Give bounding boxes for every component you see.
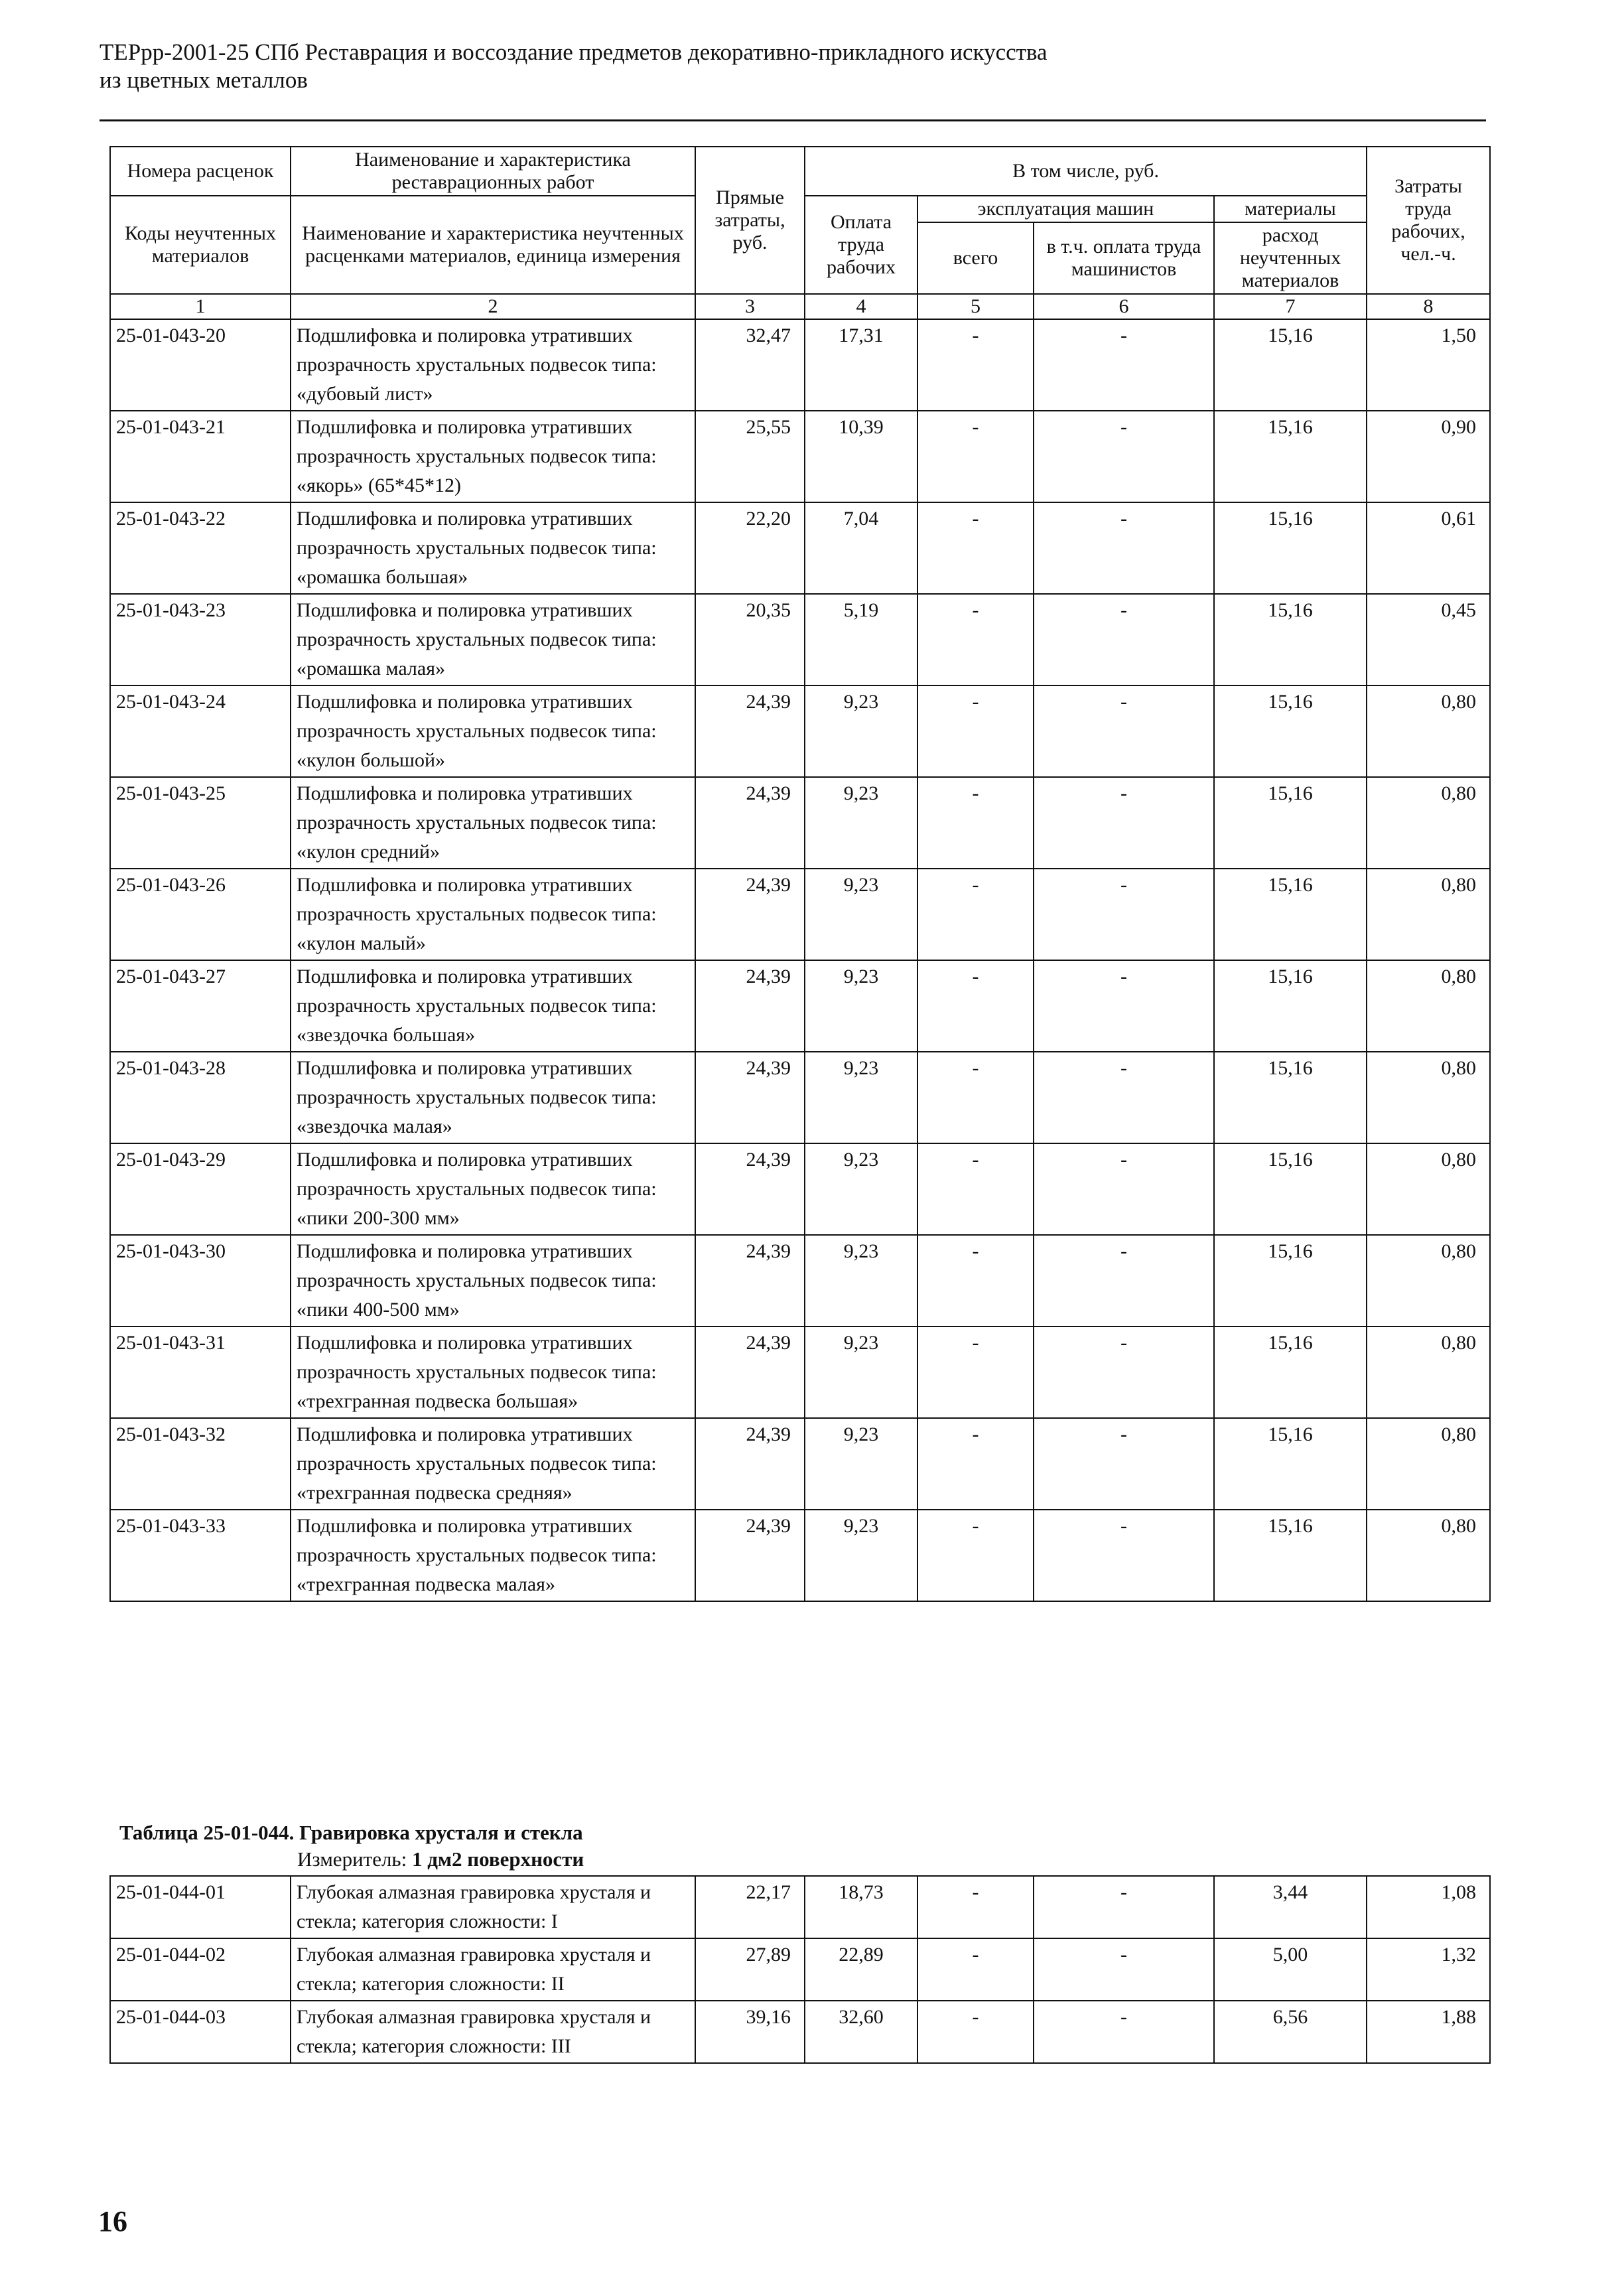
column-number: 2 <box>291 294 695 319</box>
col-header-work-name: Наименование и характеристика реставрационных работ <box>291 147 695 196</box>
cell-operator-pay: - <box>1034 502 1214 594</box>
table-row <box>110 2001 1490 2063</box>
cell-work-description: Подшлифовка и полировка утративших прозрачность хрустальных подвесок типа: «ромашка малая» <box>291 594 695 685</box>
cell-labor-hours: 0,80 <box>1367 1510 1490 1601</box>
cell-work-description: Подшлифовка и полировка утративших прозрачность хрустальных подвесок типа: «дубовый лист» <box>291 319 695 411</box>
cell-operator-pay: - <box>1034 869 1214 960</box>
col-header-material-name: Наименование и характеристика неучтенных расценками материалов, единица измерения <box>291 196 695 294</box>
header-title-line2: из цветных металлов <box>100 67 308 93</box>
cell-rate-code: 25-01-043-20 <box>110 319 291 411</box>
cell-direct-costs: 24,39 <box>695 685 805 777</box>
cell-labor-hours: 1,88 <box>1367 2001 1490 2063</box>
col-header-machines-total: всего <box>917 222 1034 294</box>
cell-materials-cost: 15,16 <box>1214 1327 1367 1418</box>
table-row <box>110 1143 1490 1235</box>
cell-labor-hours: 0,80 <box>1367 1143 1490 1235</box>
table-row <box>110 1876 1490 1938</box>
cell-direct-costs: 27,89 <box>695 1938 805 2001</box>
cell-materials-cost: 15,16 <box>1214 319 1367 411</box>
measure-label: Измеритель: <box>297 1847 407 1871</box>
cell-labor-pay: 32,60 <box>805 2001 917 2063</box>
cell-materials-cost: 15,16 <box>1214 1143 1367 1235</box>
cell-materials-cost: 3,44 <box>1214 1876 1367 1938</box>
table-row <box>110 319 1490 411</box>
rates-table <box>109 146 1491 1602</box>
cell-labor-hours: 0,80 <box>1367 960 1490 1052</box>
cell-machines-total: - <box>917 594 1034 685</box>
cell-work-description: Подшлифовка и полировка утративших прозрачность хрустальных подвесок типа: «кулон малый» <box>291 869 695 960</box>
cell-operator-pay: - <box>1034 1876 1214 1938</box>
cell-work-description: Глубокая алмазная гравировка хрусталя и стекла; категория сложности: II <box>291 1938 695 2001</box>
cell-machines-total: - <box>917 869 1034 960</box>
cell-direct-costs: 20,35 <box>695 594 805 685</box>
cell-operator-pay: - <box>1034 319 1214 411</box>
table-row <box>110 411 1490 502</box>
column-number-row <box>110 294 1490 319</box>
cell-machines-total: - <box>917 685 1034 777</box>
cell-labor-hours: 0,80 <box>1367 1052 1490 1143</box>
cell-labor-pay: 18,73 <box>805 1876 917 1938</box>
cell-operator-pay: - <box>1034 685 1214 777</box>
cell-work-description: Глубокая алмазная гравировка хрусталя и стекла; категория сложности: III <box>291 2001 695 2063</box>
cell-machines-total: - <box>917 777 1034 869</box>
cell-machines-total: - <box>917 1143 1034 1235</box>
cell-labor-pay: 9,23 <box>805 1327 917 1418</box>
cell-labor-pay: 9,23 <box>805 1510 917 1601</box>
cell-rate-code: 25-01-043-31 <box>110 1327 291 1418</box>
cell-rate-code: 25-01-043-25 <box>110 777 291 869</box>
cell-rate-code: 25-01-043-26 <box>110 869 291 960</box>
table-body <box>110 1876 1490 2063</box>
cell-materials-cost: 15,16 <box>1214 777 1367 869</box>
cell-operator-pay: - <box>1034 1938 1214 2001</box>
cell-direct-costs: 24,39 <box>695 1327 805 1418</box>
cell-labor-hours: 0,80 <box>1367 1235 1490 1327</box>
header-divider <box>100 119 1486 121</box>
cell-work-description: Глубокая алмазная гравировка хрусталя и стекла; категория сложности: I <box>291 1876 695 1938</box>
table-row <box>110 502 1490 594</box>
cell-rate-code: 25-01-043-30 <box>110 1235 291 1327</box>
cell-labor-hours: 0,45 <box>1367 594 1490 685</box>
table-row <box>110 594 1490 685</box>
cell-work-description: Подшлифовка и полировка утративших прозрачность хрустальных подвесок типа: «пики 400-500 мм» <box>291 1235 695 1327</box>
cell-labor-hours: 1,08 <box>1367 1876 1490 1938</box>
table-row <box>110 1052 1490 1143</box>
cell-direct-costs: 24,39 <box>695 1235 805 1327</box>
col-header-including: В том числе, руб. <box>805 147 1367 196</box>
cell-labor-pay: 7,04 <box>805 502 917 594</box>
cell-rate-code: 25-01-043-33 <box>110 1510 291 1601</box>
cell-rate-code: 25-01-043-22 <box>110 502 291 594</box>
cell-work-description: Подшлифовка и полировка утративших прозрачность хрустальных подвесок типа: «якорь» (65*45*12) <box>291 411 695 502</box>
cell-machines-total: - <box>917 1938 1034 2001</box>
document-header <box>100 38 1493 94</box>
cell-materials-cost: 15,16 <box>1214 411 1367 502</box>
cell-direct-costs: 24,39 <box>695 1143 805 1235</box>
cell-operator-pay: - <box>1034 2001 1214 2063</box>
column-number: 8 <box>1367 294 1490 319</box>
column-number: 3 <box>695 294 805 319</box>
cell-machines-total: - <box>917 1327 1034 1418</box>
cell-labor-hours: 1,50 <box>1367 319 1490 411</box>
cell-work-description: Подшлифовка и полировка утративших прозрачность хрустальных подвесок типа: «звездочка большая» <box>291 960 695 1052</box>
table-row <box>110 777 1490 869</box>
cell-operator-pay: - <box>1034 1510 1214 1601</box>
cell-labor-hours: 0,80 <box>1367 777 1490 869</box>
cell-operator-pay: - <box>1034 1052 1214 1143</box>
cell-labor-hours: 0,80 <box>1367 1327 1490 1418</box>
cell-direct-costs: 24,39 <box>695 1052 805 1143</box>
cell-materials-cost: 6,56 <box>1214 2001 1367 2063</box>
cell-materials-cost: 15,16 <box>1214 594 1367 685</box>
cell-direct-costs: 22,20 <box>695 502 805 594</box>
cell-labor-pay: 22,89 <box>805 1938 917 2001</box>
cell-labor-pay: 9,23 <box>805 960 917 1052</box>
cell-operator-pay: - <box>1034 1143 1214 1235</box>
cell-work-description: Подшлифовка и полировка утративших прозрачность хрустальных подвесок типа: «ромашка большая» <box>291 502 695 594</box>
cell-machines-total: - <box>917 1418 1034 1510</box>
cell-machines-total: - <box>917 2001 1034 2063</box>
cell-materials-cost: 15,16 <box>1214 1235 1367 1327</box>
cell-machines-total: - <box>917 960 1034 1052</box>
cell-machines-total: - <box>917 1510 1034 1601</box>
cell-rate-code: 25-01-044-03 <box>110 2001 291 2063</box>
cell-work-description: Подшлифовка и полировка утративших прозрачность хрустальных подвесок типа: «трехгранная подвеска большая» <box>291 1327 695 1418</box>
measure-value: 1 дм2 поверхности <box>411 1847 584 1871</box>
cell-direct-costs: 24,39 <box>695 1418 805 1510</box>
cell-materials-cost: 15,16 <box>1214 685 1367 777</box>
cell-direct-costs: 25,55 <box>695 411 805 502</box>
cell-rate-code: 25-01-043-29 <box>110 1143 291 1235</box>
col-header-materials-consumption: расход неучтенных материалов <box>1214 222 1367 294</box>
cell-labor-pay: 5,19 <box>805 594 917 685</box>
col-header-materials: материалы <box>1214 196 1367 222</box>
cell-work-description: Подшлифовка и полировка утративших прозрачность хрустальных подвесок типа: «трехгранная подвеска средняя» <box>291 1418 695 1510</box>
subtable-measure <box>297 1846 584 1873</box>
cell-direct-costs: 24,39 <box>695 960 805 1052</box>
cell-materials-cost: 15,16 <box>1214 960 1367 1052</box>
cell-operator-pay: - <box>1034 960 1214 1052</box>
cell-labor-pay: 9,23 <box>805 777 917 869</box>
header-title-line1: ТЕРрр-2001-25 СПб Реставрация и воссоздание предметов декоративно-прикладного искусства <box>100 39 1048 65</box>
cell-labor-pay: 9,23 <box>805 1418 917 1510</box>
table-row <box>110 1327 1490 1418</box>
cell-machines-total: - <box>917 1235 1034 1327</box>
cell-materials-cost: 5,00 <box>1214 1938 1367 2001</box>
col-header-direct-costs: Прямые затраты, руб. <box>695 147 805 294</box>
column-number: 4 <box>805 294 917 319</box>
cell-operator-pay: - <box>1034 594 1214 685</box>
cell-labor-hours: 0,90 <box>1367 411 1490 502</box>
cell-materials-cost: 15,16 <box>1214 869 1367 960</box>
cell-work-description: Подшлифовка и полировка утративших прозрачность хрустальных подвесок типа: «пики 200-300 мм» <box>291 1143 695 1235</box>
cell-rate-code: 25-01-044-02 <box>110 1938 291 2001</box>
cell-labor-pay: 10,39 <box>805 411 917 502</box>
cell-labor-hours: 0,80 <box>1367 1418 1490 1510</box>
table-row <box>110 1235 1490 1327</box>
page-number: 16 <box>98 2205 127 2238</box>
cell-machines-total: - <box>917 1876 1034 1938</box>
column-number: 1 <box>110 294 291 319</box>
table-header <box>110 147 1490 319</box>
column-number: 7 <box>1214 294 1367 319</box>
cell-labor-pay: 9,23 <box>805 1235 917 1327</box>
cell-labor-hours: 0,80 <box>1367 685 1490 777</box>
cell-rate-code: 25-01-043-28 <box>110 1052 291 1143</box>
table-row <box>110 960 1490 1052</box>
cell-rate-code: 25-01-044-01 <box>110 1876 291 1938</box>
cell-rate-code: 25-01-043-21 <box>110 411 291 502</box>
cell-work-description: Подшлифовка и полировка утративших прозрачность хрустальных подвесок типа: «кулон большой» <box>291 685 695 777</box>
cell-machines-total: - <box>917 502 1034 594</box>
engraving-table <box>109 1875 1491 2064</box>
cell-labor-pay: 9,23 <box>805 1052 917 1143</box>
cell-direct-costs: 22,17 <box>695 1876 805 1938</box>
cell-labor-pay: 9,23 <box>805 685 917 777</box>
cell-operator-pay: - <box>1034 411 1214 502</box>
cell-operator-pay: - <box>1034 1327 1214 1418</box>
column-number: 6 <box>1034 294 1214 319</box>
cell-operator-pay: - <box>1034 1235 1214 1327</box>
cell-machines-total: - <box>917 1052 1034 1143</box>
table-row <box>110 1938 1490 2001</box>
cell-rate-code: 25-01-043-23 <box>110 594 291 685</box>
table-row <box>110 1510 1490 1601</box>
cell-materials-cost: 15,16 <box>1214 502 1367 594</box>
col-header-machines: эксплуатация машин <box>917 196 1214 222</box>
cell-labor-pay: 9,23 <box>805 1143 917 1235</box>
cell-materials-cost: 15,16 <box>1214 1510 1367 1601</box>
table-row <box>110 1418 1490 1510</box>
cell-materials-cost: 15,16 <box>1214 1052 1367 1143</box>
cell-direct-costs: 24,39 <box>695 777 805 869</box>
cell-rate-code: 25-01-043-27 <box>110 960 291 1052</box>
col-header-labor-hours: Затраты труда рабочих, чел.-ч. <box>1367 147 1490 294</box>
cell-work-description: Подшлифовка и полировка утративших прозрачность хрустальных подвесок типа: «кулон средний» <box>291 777 695 869</box>
cell-labor-hours: 1,32 <box>1367 1938 1490 2001</box>
cell-labor-hours: 0,80 <box>1367 869 1490 960</box>
cell-operator-pay: - <box>1034 777 1214 869</box>
col-header-labor-pay: Оплата труда рабочих <box>805 196 917 294</box>
cell-direct-costs: 24,39 <box>695 869 805 960</box>
col-header-operator-pay: в т.ч. оплата труда машинистов <box>1034 222 1214 294</box>
cell-machines-total: - <box>917 319 1034 411</box>
cell-direct-costs: 32,47 <box>695 319 805 411</box>
cell-direct-costs: 39,16 <box>695 2001 805 2063</box>
column-number: 5 <box>917 294 1034 319</box>
cell-work-description: Подшлифовка и полировка утративших прозрачность хрустальных подвесок типа: «звездочка малая» <box>291 1052 695 1143</box>
cell-materials-cost: 15,16 <box>1214 1418 1367 1510</box>
col-header-rate-numbers: Номера расценок <box>110 147 291 196</box>
cell-work-description: Подшлифовка и полировка утративших прозрачность хрустальных подвесок типа: «трехгранная подвеска малая» <box>291 1510 695 1601</box>
table-row <box>110 869 1490 960</box>
cell-rate-code: 25-01-043-32 <box>110 1418 291 1510</box>
table-row <box>110 685 1490 777</box>
cell-labor-pay: 9,23 <box>805 869 917 960</box>
cell-machines-total: - <box>917 411 1034 502</box>
table-body <box>110 319 1490 1601</box>
cell-labor-pay: 17,31 <box>805 319 917 411</box>
cell-direct-costs: 24,39 <box>695 1510 805 1601</box>
cell-operator-pay: - <box>1034 1418 1214 1510</box>
cell-rate-code: 25-01-043-24 <box>110 685 291 777</box>
col-header-material-codes: Коды неучтенных материалов <box>110 196 291 294</box>
subtable-title: Таблица 25-01-044. Гравировка хрусталя и стекла <box>119 1821 583 1844</box>
cell-labor-hours: 0,61 <box>1367 502 1490 594</box>
